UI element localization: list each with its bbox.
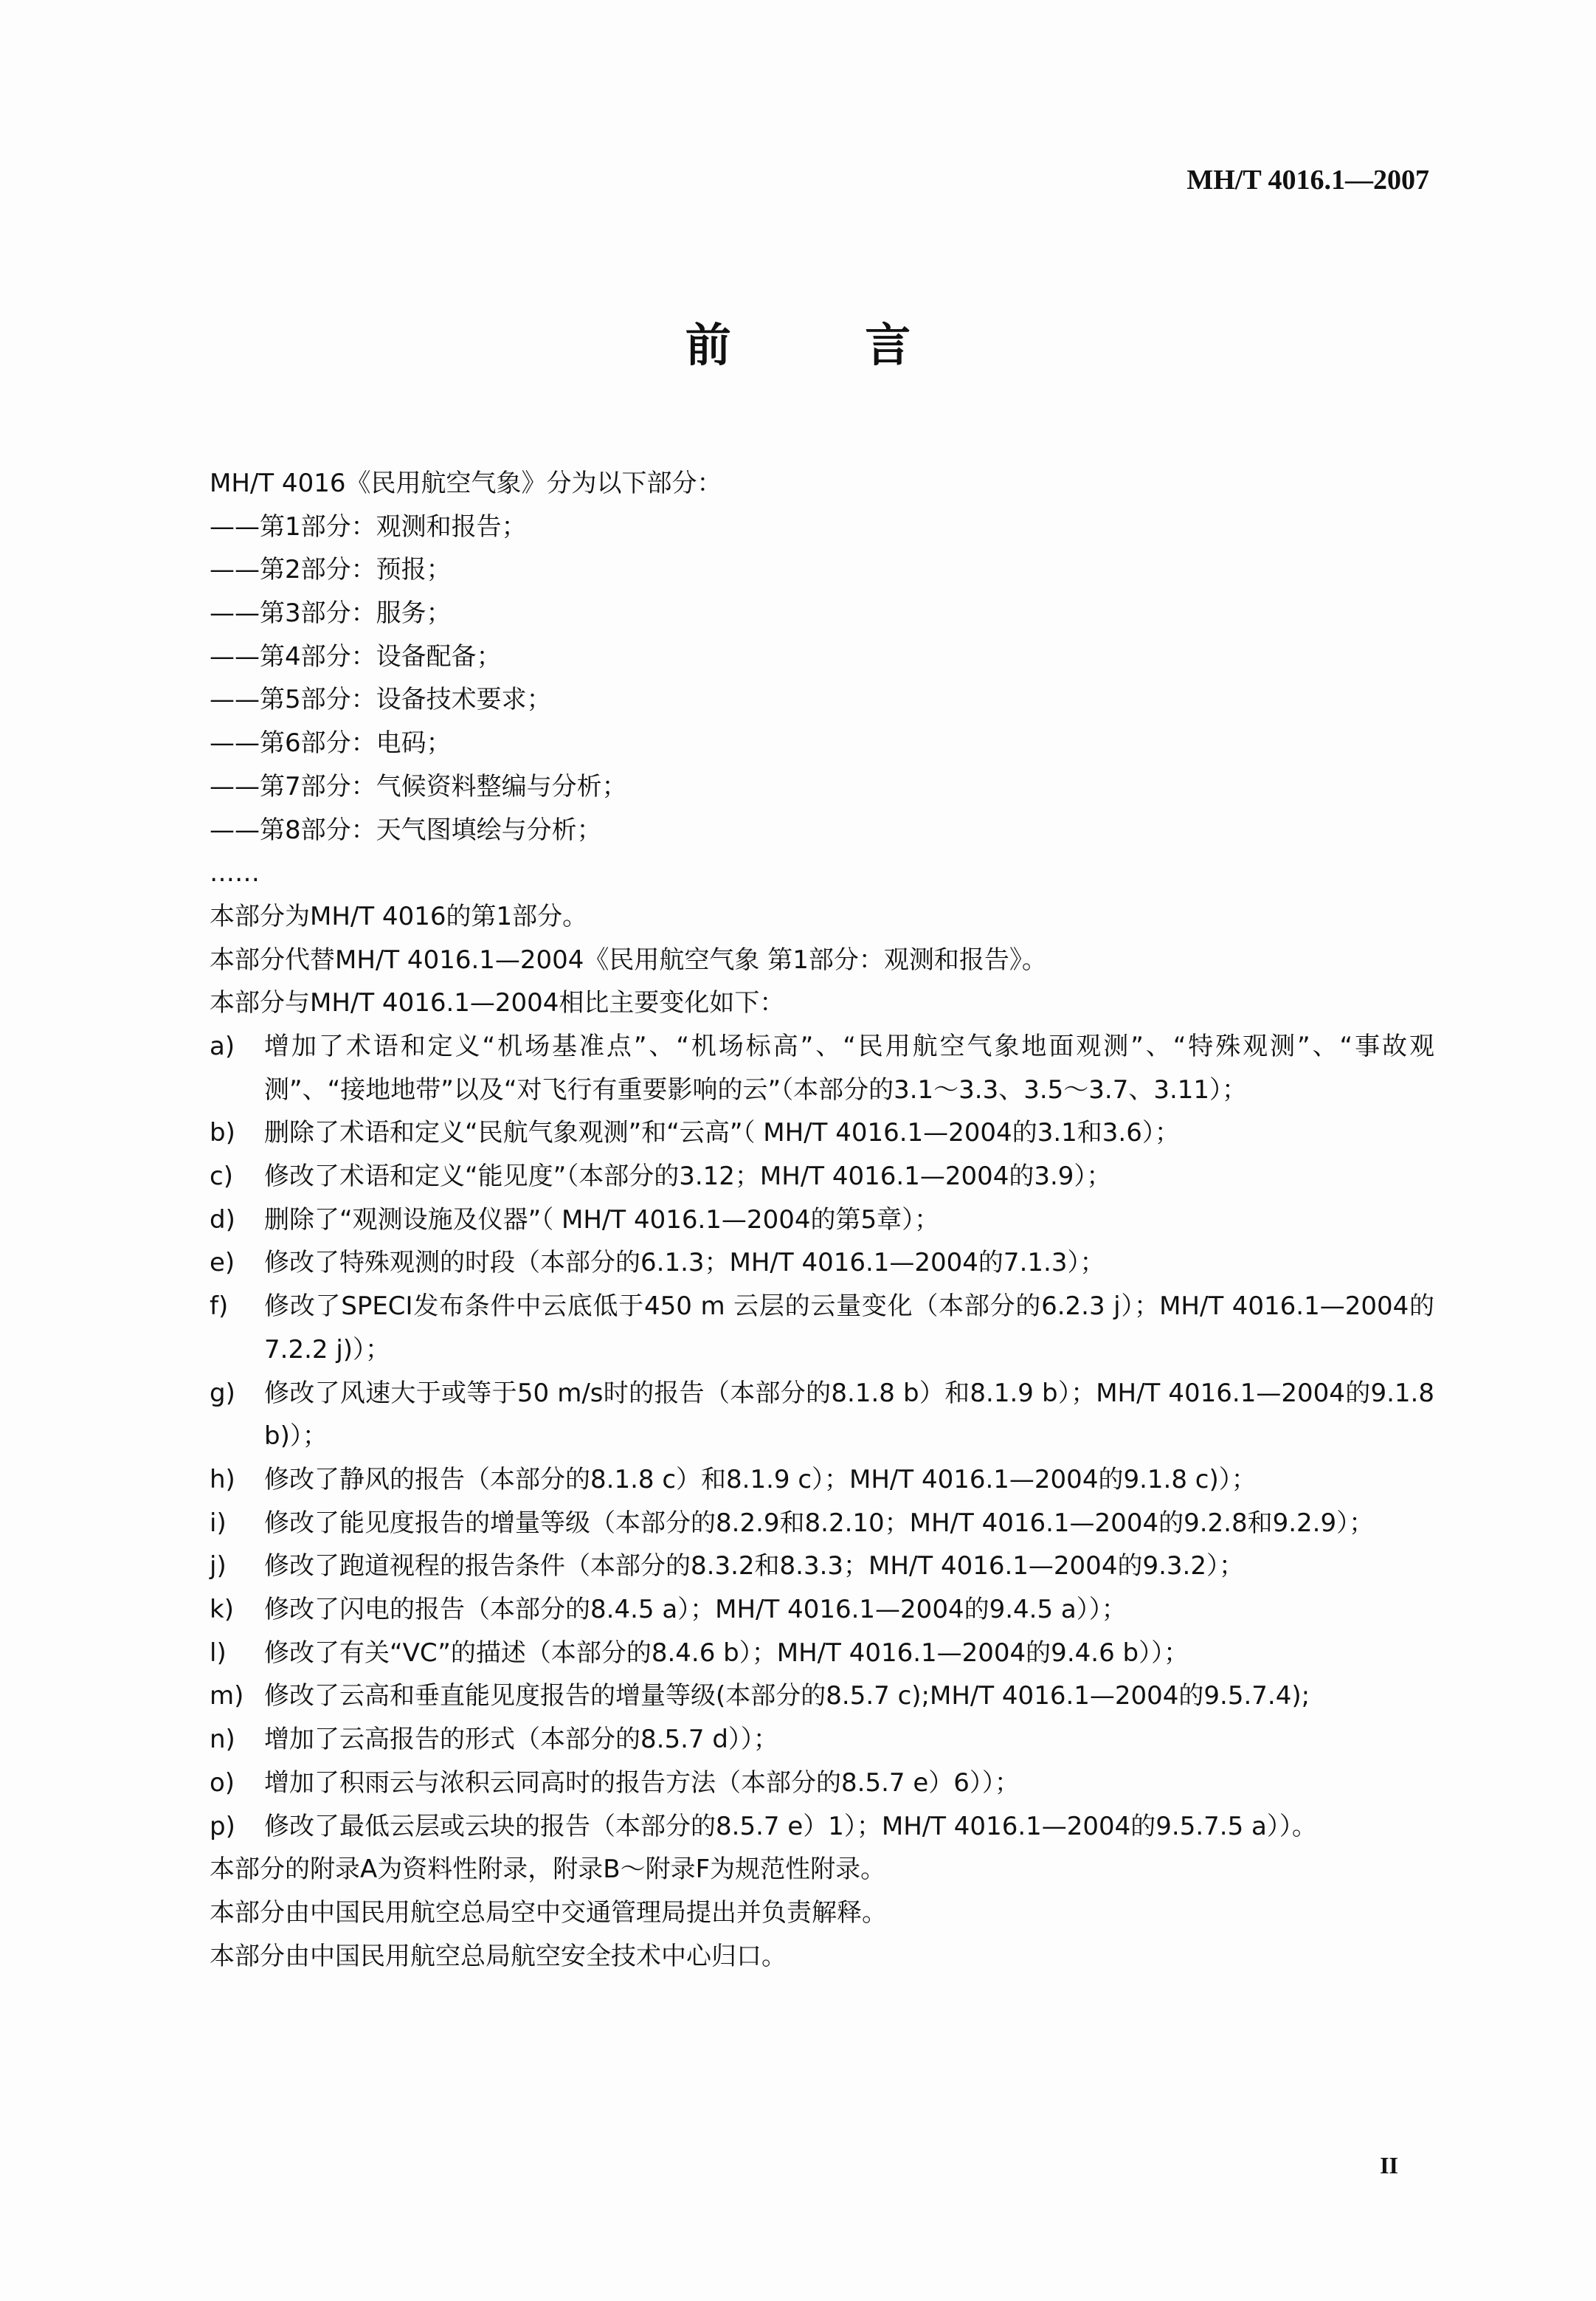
part-list-item: ——第7部分：气候资料整编与分析；: [210, 771, 627, 801]
change-text: 修改了SPECI发布条件中云底低于450 m 云层的云量变化（本部分的6.2.3 j）；MH/T 4016.1—2004的7.2.2 j)）；: [264, 1291, 1434, 1365]
change-item: [210, 1718, 1434, 1762]
change-item: [210, 1285, 1434, 1371]
change-item: [210, 1545, 1434, 1588]
change-item: [210, 1632, 1434, 1675]
change-text: 修改了云高和垂直能见度报告的增量等级(本部分的8.5.7 c);MH/T 4016.1—2004的9.5.7.4);: [264, 1681, 1310, 1711]
change-text: 修改了跑道视程的报告条件（本部分的8.3.2和8.3.3；MH/T 4016.1—2004的9.3.2）；: [264, 1551, 1244, 1581]
change-label: m): [210, 1681, 244, 1711]
change-item: [210, 1198, 1434, 1242]
part-list-item: ——第6部分：电码；: [210, 728, 452, 759]
page-title: 前 言: [685, 318, 970, 372]
change-item: [210, 1588, 1434, 1632]
intro-line: 本部分与MH/T 4016.1—2004相比主要变化如下：: [210, 988, 785, 1018]
change-label: h): [210, 1464, 235, 1494]
part-list-item: ——第4部分：设备配备；: [210, 641, 502, 672]
change-text: 修改了闪电的报告（本部分的8.4.5 a）；MH/T 4016.1—2004的9.4.5 a））；: [264, 1595, 1127, 1625]
change-item: [210, 1155, 1434, 1198]
change-item: [210, 1805, 1434, 1849]
change-text: 增加了云高报告的形式（本部分的8.5.7 d））；: [264, 1725, 778, 1755]
change-item: [210, 1502, 1434, 1545]
change-label: f): [210, 1291, 229, 1322]
change-item: [210, 1674, 1434, 1718]
change-label: e): [210, 1248, 235, 1278]
change-label: b): [210, 1118, 235, 1148]
change-item: [210, 1458, 1434, 1502]
change-label: p): [210, 1811, 235, 1841]
foreword-body: [210, 462, 1434, 1978]
closing-line: 本部分由中国民用航空总局航空安全技术中心归口。: [210, 1941, 787, 1971]
intro-line: 本部分为MH/T 4016的第1部分。: [210, 901, 588, 931]
change-item: [210, 1372, 1434, 1458]
part-list-item: ——第3部分：服务；: [210, 598, 452, 629]
part-list-item: ——第1部分：观测和报告；: [210, 511, 527, 542]
change-label: j): [210, 1551, 227, 1581]
change-label: d): [210, 1204, 235, 1235]
change-item: [210, 1025, 1434, 1111]
change-text: 增加了术语和定义“机场基准点”、“机场标高”、“民用航空气象地面观测”、“特殊观测”、“事故观测”、“接地地带”以及“对飞行有重要影响的云”（本部分的3.1～3.3、3.5～3.7、3.11）；: [264, 1031, 1434, 1105]
intro-line: MH/T 4016《民用航空气象》分为以下部分：: [210, 469, 722, 498]
closing-line: 本部分由中国民用航空总局空中交通管理局提出并负责解释。: [210, 1897, 887, 1928]
change-label: i): [210, 1508, 227, 1538]
change-text: 修改了特殊观测的时段（本部分的6.1.3；MH/T 4016.1—2004的7.1.3）；: [264, 1248, 1105, 1278]
part-list-item: ——第8部分：天气图填绘与分析；: [210, 815, 602, 845]
change-item: [210, 1241, 1434, 1285]
change-text: 修改了风速大于或等于50 m/s时的报告（本部分的8.1.8 b）和8.1.9 b）；MH/T 4016.1—2004的9.1.8 b)）；: [264, 1378, 1434, 1452]
document-number: MH/T 4016.1—2007: [1186, 165, 1429, 196]
page-number: II: [1380, 2152, 1398, 2178]
intro-line: 本部分代替MH/T 4016.1—2004《民用航空气象 第1部分：观测和报告》。: [210, 945, 1047, 975]
change-label: c): [210, 1162, 233, 1192]
change-label: k): [210, 1595, 234, 1625]
change-label: l): [210, 1638, 227, 1668]
ellipsis-line: ……: [210, 858, 260, 889]
change-text: 修改了能见度报告的增量等级（本部分的8.2.9和8.2.10；MH/T 4016.1—2004的9.2.8和9.2.9）；: [264, 1508, 1375, 1538]
change-label: o): [210, 1767, 235, 1798]
change-label: a): [210, 1031, 235, 1061]
closing-line: 本部分的附录A为资料性附录，附录B～附录F为规范性附录。: [210, 1855, 886, 1885]
change-text: 修改了有关“VC”的描述（本部分的8.4.6 b）；MH/T 4016.1—2004的9.4.6 b））；: [264, 1638, 1189, 1668]
change-label: n): [210, 1725, 235, 1755]
change-item: [210, 1111, 1434, 1155]
change-text: 修改了最低云层或云块的报告（本部分的8.5.7 e）1）；MH/T 4016.1—2004的9.5.7.5 a））。: [264, 1811, 1317, 1841]
change-text: 修改了静风的报告（本部分的8.1.8 c）和8.1.9 c）；MH/T 4016.1—2004的9.1.8 c)）；: [264, 1464, 1257, 1494]
change-item: [210, 1762, 1434, 1805]
part-list-item: ——第5部分：设备技术要求；: [210, 685, 552, 715]
part-list-item: ——第2部分：预报；: [210, 555, 452, 585]
change-label: g): [210, 1378, 235, 1408]
change-text: 修改了术语和定义“能见度”（本部分的3.12；MH/T 4016.1—2004的3.9）；: [264, 1162, 1112, 1192]
change-text: 删除了“观测设施及仪器”（ MH/T 4016.1—2004的第5章）；: [264, 1204, 940, 1235]
change-text: 增加了积雨云与浓积云同高时的报告方法（本部分的8.5.7 e）6））；: [264, 1767, 1020, 1798]
change-text: 删除了术语和定义“民航气象观测”和“云高”（ MH/T 4016.1—2004的3.1和3.6）；: [264, 1118, 1180, 1148]
